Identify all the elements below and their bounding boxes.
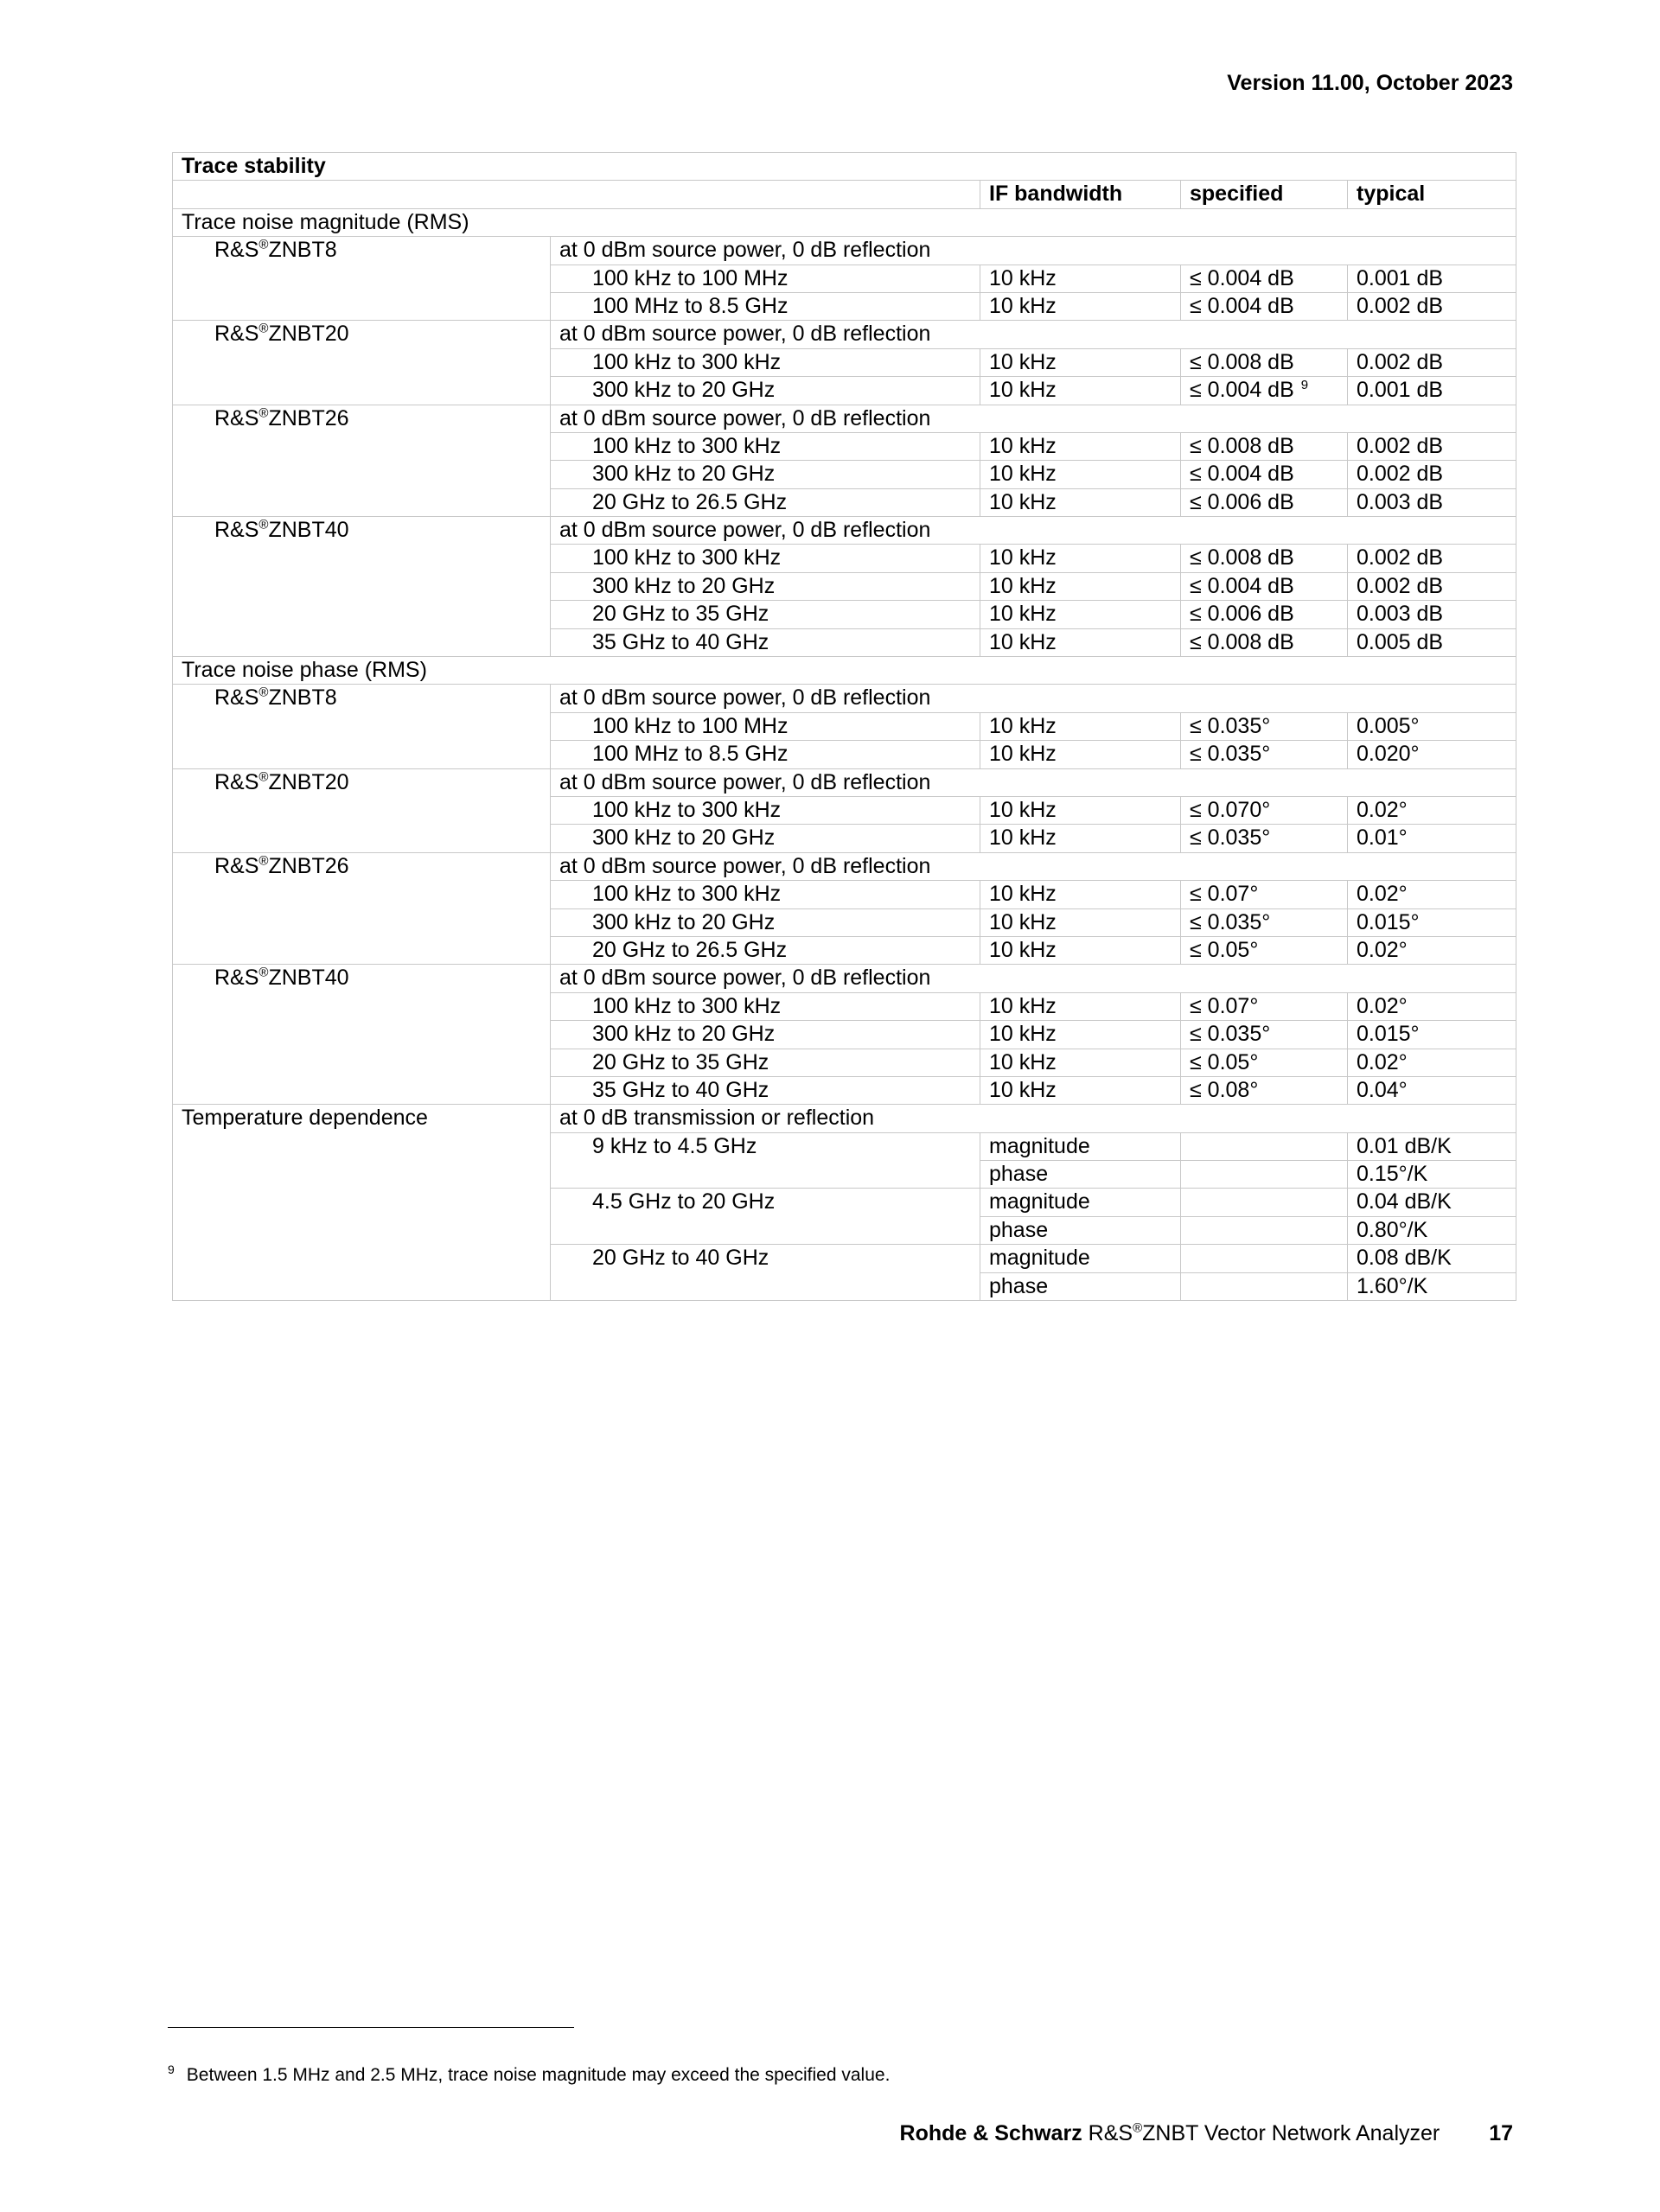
specified-value: ≤ 0.008 dB bbox=[1181, 432, 1348, 460]
typical-value: 0.04° bbox=[1348, 1076, 1516, 1104]
footnote-divider bbox=[168, 2027, 574, 2028]
specified-value: ≤ 0.07° bbox=[1181, 881, 1348, 908]
typical-value: 0.01° bbox=[1348, 825, 1516, 852]
if-bandwidth: 10 kHz bbox=[980, 908, 1181, 936]
condition-label: at 0 dBm source power, 0 dB reflection bbox=[551, 685, 1516, 712]
document-version: Version 11.00, October 2023 bbox=[1227, 71, 1513, 95]
frequency-range: 35 GHz to 40 GHz bbox=[551, 628, 980, 656]
page-footer bbox=[900, 2121, 1513, 2146]
if-bandwidth: 10 kHz bbox=[980, 992, 1181, 1020]
specified-value: ≤ 0.008 dB bbox=[1181, 628, 1348, 656]
specified-value: ≤ 0.006 dB bbox=[1181, 601, 1348, 628]
if-bandwidth: 10 kHz bbox=[980, 488, 1181, 516]
frequency-range: 4.5 GHz to 20 GHz bbox=[551, 1189, 980, 1245]
typical-value: 0.08 dB/K bbox=[1348, 1245, 1516, 1272]
if-bandwidth: 10 kHz bbox=[980, 825, 1181, 852]
typical-value: 0.02° bbox=[1348, 881, 1516, 908]
specified-value: ≤ 0.035° bbox=[1181, 908, 1348, 936]
if-bandwidth: 10 kHz bbox=[980, 936, 1181, 964]
frequency-range: 300 kHz to 20 GHz bbox=[551, 908, 980, 936]
specified-value bbox=[1181, 1272, 1348, 1300]
model-label: R&S®ZNBT26 bbox=[173, 405, 551, 517]
specified-value bbox=[1181, 1132, 1348, 1160]
if-bandwidth: 10 kHz bbox=[980, 796, 1181, 824]
footnote bbox=[168, 2062, 890, 2086]
typical-value: 0.005 dB bbox=[1348, 628, 1516, 656]
frequency-range: 300 kHz to 20 GHz bbox=[551, 1021, 980, 1049]
condition-row bbox=[173, 1105, 1516, 1132]
table-title: Trace stability bbox=[173, 153, 1516, 181]
typical-value: 0.005° bbox=[1348, 712, 1516, 740]
typical-value: 0.02° bbox=[1348, 992, 1516, 1020]
page-number: 17 bbox=[1489, 2121, 1513, 2145]
frequency-range: 35 GHz to 40 GHz bbox=[551, 1076, 980, 1104]
condition-label: at 0 dB transmission or reflection bbox=[551, 1105, 1516, 1132]
specified-value: ≤ 0.008 dB bbox=[1181, 545, 1348, 572]
frequency-range: 300 kHz to 20 GHz bbox=[551, 377, 980, 405]
footer-brand: Rohde & Schwarz bbox=[899, 2121, 1082, 2145]
frequency-range: 300 kHz to 20 GHz bbox=[551, 825, 980, 852]
section-title: Trace noise magnitude (RMS) bbox=[173, 208, 1516, 236]
model-label: R&S®ZNBT20 bbox=[173, 768, 551, 852]
specified-value: ≤ 0.07° bbox=[1181, 992, 1348, 1020]
typical-value: 0.02° bbox=[1348, 1049, 1516, 1076]
typical-value: 0.04 dB/K bbox=[1348, 1189, 1516, 1216]
table-body bbox=[173, 153, 1516, 1301]
if-bandwidth: 10 kHz bbox=[980, 1049, 1181, 1076]
frequency-range: 100 kHz to 300 kHz bbox=[551, 545, 980, 572]
specified-value bbox=[1181, 1216, 1348, 1244]
frequency-range: 20 GHz to 26.5 GHz bbox=[551, 488, 980, 516]
specified-value: ≤ 0.070° bbox=[1181, 796, 1348, 824]
section-title: Trace noise phase (RMS) bbox=[173, 657, 1516, 685]
specified-value bbox=[1181, 1245, 1348, 1272]
condition-row bbox=[173, 237, 1516, 265]
if-bandwidth: 10 kHz bbox=[980, 601, 1181, 628]
frequency-range: 100 kHz to 300 kHz bbox=[551, 796, 980, 824]
typical-value: 0.01 dB/K bbox=[1348, 1132, 1516, 1160]
trace-stability-table bbox=[172, 152, 1516, 1301]
frequency-range: 20 GHz to 40 GHz bbox=[551, 1245, 980, 1301]
specified-value: ≤ 0.006 dB bbox=[1181, 488, 1348, 516]
model-label: R&S®ZNBT40 bbox=[173, 517, 551, 657]
specified-value: ≤ 0.035° bbox=[1181, 741, 1348, 768]
typical-value: 0.002 dB bbox=[1348, 292, 1516, 320]
parameter-label: magnitude bbox=[980, 1245, 1181, 1272]
section-row bbox=[173, 657, 1516, 685]
if-bandwidth: 10 kHz bbox=[980, 432, 1181, 460]
specified-value: ≤ 0.004 dB bbox=[1181, 461, 1348, 488]
condition-row bbox=[173, 685, 1516, 712]
if-bandwidth: 10 kHz bbox=[980, 881, 1181, 908]
condition-label: at 0 dBm source power, 0 dB reflection bbox=[551, 405, 1516, 432]
specified-value: ≤ 0.05° bbox=[1181, 1049, 1348, 1076]
frequency-range: 100 MHz to 8.5 GHz bbox=[551, 292, 980, 320]
col-header-typical: typical bbox=[1348, 181, 1516, 208]
frequency-range: 20 GHz to 35 GHz bbox=[551, 601, 980, 628]
condition-row bbox=[173, 405, 1516, 432]
if-bandwidth: 10 kHz bbox=[980, 461, 1181, 488]
condition-label: at 0 dBm source power, 0 dB reflection bbox=[551, 237, 1516, 265]
frequency-range: 100 kHz to 300 kHz bbox=[551, 348, 980, 376]
frequency-range: 100 MHz to 8.5 GHz bbox=[551, 741, 980, 768]
specified-value: ≤ 0.004 dB bbox=[1181, 265, 1348, 292]
model-label: R&S®ZNBT8 bbox=[173, 237, 551, 321]
col-header-specified: specified bbox=[1181, 181, 1348, 208]
footnote-text: Between 1.5 MHz and 2.5 MHz, trace noise magnitude may exceed the specified value. bbox=[186, 2065, 891, 2085]
specified-value: ≤ 0.035° bbox=[1181, 1021, 1348, 1049]
parameter-label: magnitude bbox=[980, 1189, 1181, 1216]
footer-product: R&S®ZNBT Vector Network Analyzer bbox=[1088, 2120, 1440, 2145]
frequency-range: 9 kHz to 4.5 GHz bbox=[551, 1132, 980, 1189]
frequency-range: 100 kHz to 300 kHz bbox=[551, 432, 980, 460]
model-label: R&S®ZNBT26 bbox=[173, 852, 551, 965]
typical-value: 0.02° bbox=[1348, 796, 1516, 824]
frequency-range: 300 kHz to 20 GHz bbox=[551, 461, 980, 488]
typical-value: 1.60°/K bbox=[1348, 1272, 1516, 1300]
column-header-row bbox=[173, 181, 1516, 208]
typical-value: 0.002 dB bbox=[1348, 348, 1516, 376]
if-bandwidth: 10 kHz bbox=[980, 712, 1181, 740]
typical-value: 0.001 dB bbox=[1348, 265, 1516, 292]
frequency-range: 100 kHz to 100 MHz bbox=[551, 712, 980, 740]
if-bandwidth: 10 kHz bbox=[980, 741, 1181, 768]
specified-value: ≤ 0.035° bbox=[1181, 825, 1348, 852]
section-row bbox=[173, 208, 1516, 236]
typical-value: 0.015° bbox=[1348, 908, 1516, 936]
typical-value: 0.020° bbox=[1348, 741, 1516, 768]
parameter-label: phase bbox=[980, 1161, 1181, 1189]
condition-row bbox=[173, 768, 1516, 796]
specified-value: ≤ 0.004 dB bbox=[1181, 572, 1348, 600]
specified-value: ≤ 0.004 dB $^9$ bbox=[1181, 377, 1348, 405]
if-bandwidth: 10 kHz bbox=[980, 628, 1181, 656]
specified-value bbox=[1181, 1161, 1348, 1189]
if-bandwidth: 10 kHz bbox=[980, 1021, 1181, 1049]
footnote-mark: 9 bbox=[168, 2062, 175, 2076]
typical-value: 0.02° bbox=[1348, 936, 1516, 964]
typical-value: 0.002 dB bbox=[1348, 432, 1516, 460]
parameter-label: phase bbox=[980, 1216, 1181, 1244]
frequency-range: 300 kHz to 20 GHz bbox=[551, 572, 980, 600]
condition-label: at 0 dBm source power, 0 dB reflection bbox=[551, 852, 1516, 880]
model-label: R&S®ZNBT8 bbox=[173, 685, 551, 768]
typical-value: 0.003 dB bbox=[1348, 488, 1516, 516]
typical-value: 0.001 dB bbox=[1348, 377, 1516, 405]
model-label: R&S®ZNBT40 bbox=[173, 965, 551, 1105]
table-title-row bbox=[173, 153, 1516, 181]
condition-row bbox=[173, 517, 1516, 545]
condition-label: at 0 dBm source power, 0 dB reflection bbox=[551, 517, 1516, 545]
if-bandwidth: 10 kHz bbox=[980, 265, 1181, 292]
specified-value: ≤ 0.08° bbox=[1181, 1076, 1348, 1104]
condition-label: at 0 dBm source power, 0 dB reflection bbox=[551, 321, 1516, 348]
section-title: Temperature dependence bbox=[173, 1105, 551, 1301]
typical-value: 0.15°/K bbox=[1348, 1161, 1516, 1189]
condition-row bbox=[173, 852, 1516, 880]
if-bandwidth: 10 kHz bbox=[980, 572, 1181, 600]
typical-value: 0.015° bbox=[1348, 1021, 1516, 1049]
col-header-if-bandwidth: IF bandwidth bbox=[980, 181, 1181, 208]
frequency-range: 20 GHz to 35 GHz bbox=[551, 1049, 980, 1076]
parameter-label: magnitude bbox=[980, 1132, 1181, 1160]
if-bandwidth: 10 kHz bbox=[980, 1076, 1181, 1104]
if-bandwidth: 10 kHz bbox=[980, 348, 1181, 376]
if-bandwidth: 10 kHz bbox=[980, 292, 1181, 320]
model-label: R&S®ZNBT20 bbox=[173, 321, 551, 405]
frequency-range: 100 kHz to 100 MHz bbox=[551, 265, 980, 292]
typical-value: 0.80°/K bbox=[1348, 1216, 1516, 1244]
typical-value: 0.002 dB bbox=[1348, 545, 1516, 572]
specified-value bbox=[1181, 1189, 1348, 1216]
frequency-range: 20 GHz to 26.5 GHz bbox=[551, 936, 980, 964]
condition-row bbox=[173, 321, 1516, 348]
typical-value: 0.002 dB bbox=[1348, 572, 1516, 600]
frequency-range: 100 kHz to 300 kHz bbox=[551, 992, 980, 1020]
specified-value: ≤ 0.035° bbox=[1181, 712, 1348, 740]
specified-value: ≤ 0.008 dB bbox=[1181, 348, 1348, 376]
condition-label: at 0 dBm source power, 0 dB reflection bbox=[551, 965, 1516, 992]
parameter-label: phase bbox=[980, 1272, 1181, 1300]
specified-value: ≤ 0.05° bbox=[1181, 936, 1348, 964]
footnote-ref: 9 bbox=[1300, 377, 1309, 392]
typical-value: 0.003 dB bbox=[1348, 601, 1516, 628]
typical-value: 0.002 dB bbox=[1348, 461, 1516, 488]
condition-row bbox=[173, 965, 1516, 992]
condition-label: at 0 dBm source power, 0 dB reflection bbox=[551, 768, 1516, 796]
specified-value: ≤ 0.004 dB bbox=[1181, 292, 1348, 320]
if-bandwidth: 10 kHz bbox=[980, 545, 1181, 572]
if-bandwidth: 10 kHz bbox=[980, 377, 1181, 405]
frequency-range: 100 kHz to 300 kHz bbox=[551, 881, 980, 908]
